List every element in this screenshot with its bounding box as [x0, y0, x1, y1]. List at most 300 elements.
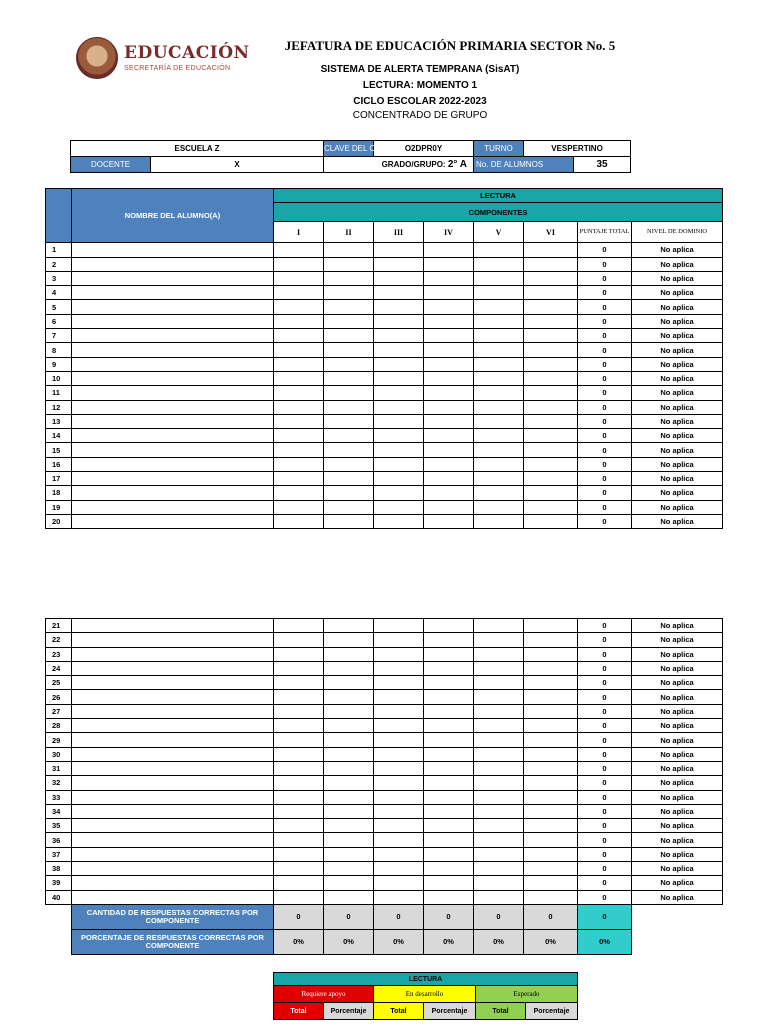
component-score-cell[interactable]: [374, 443, 424, 457]
component-score-cell[interactable]: [374, 747, 424, 761]
component-score-cell[interactable]: [524, 257, 578, 271]
component-score-cell[interactable]: [324, 371, 374, 385]
component-score-cell[interactable]: [474, 847, 524, 861]
component-score-cell[interactable]: [524, 286, 578, 300]
nivel-dominio-cell: No aplica: [632, 443, 723, 457]
component-score-cell[interactable]: [324, 357, 374, 371]
component-score-cell[interactable]: [374, 633, 424, 647]
component-score-cell[interactable]: [424, 819, 474, 833]
porcentaje-label: PORCENTAJE DE RESPUESTAS CORRECTAS POR COMPONENTE: [72, 929, 274, 954]
component-score-cell[interactable]: [324, 647, 374, 661]
nivel-dominio-cell: No aplica: [632, 847, 723, 861]
component-score-cell[interactable]: [474, 386, 524, 400]
component-score-cell[interactable]: [474, 862, 524, 876]
component-score-cell[interactable]: [374, 761, 424, 775]
puntaje-total-cell: 0: [578, 704, 632, 718]
component-score-cell[interactable]: [524, 833, 578, 847]
component-score-cell[interactable]: [374, 414, 424, 428]
component-score-cell[interactable]: [474, 472, 524, 486]
component-score-cell[interactable]: [474, 329, 524, 343]
component-score-cell[interactable]: [324, 329, 374, 343]
component-score-cell[interactable]: [274, 414, 324, 428]
component-score-cell[interactable]: [524, 862, 578, 876]
component-score-cell[interactable]: [524, 690, 578, 704]
component-score-cell[interactable]: [374, 314, 424, 328]
student-name-cell[interactable]: [72, 414, 274, 428]
component-score-cell[interactable]: [524, 819, 578, 833]
component-score-cell[interactable]: [374, 271, 424, 285]
component-score-cell[interactable]: [474, 619, 524, 633]
component-score-cell[interactable]: [274, 457, 324, 471]
component-score-cell[interactable]: [474, 486, 524, 500]
component-score-cell[interactable]: [524, 876, 578, 890]
student-name-cell[interactable]: [72, 862, 274, 876]
component-score-cell[interactable]: [474, 690, 524, 704]
component-score-cell[interactable]: [474, 414, 524, 428]
component-score-cell[interactable]: [324, 457, 374, 471]
component-score-cell[interactable]: [424, 443, 474, 457]
student-name-cell[interactable]: [72, 243, 274, 257]
student-name-cell[interactable]: [72, 833, 274, 847]
component-score-cell[interactable]: [524, 300, 578, 314]
student-name-cell[interactable]: [72, 790, 274, 804]
component-score-cell[interactable]: [524, 661, 578, 675]
component-score-cell[interactable]: [474, 790, 524, 804]
component-score-cell[interactable]: [324, 862, 374, 876]
component-score-cell[interactable]: [374, 661, 424, 675]
component-score-cell[interactable]: [424, 747, 474, 761]
student-name-cell[interactable]: [72, 690, 274, 704]
component-score-cell[interactable]: [274, 890, 324, 904]
component-score-cell[interactable]: [424, 271, 474, 285]
component-score-cell[interactable]: [324, 286, 374, 300]
component-score-cell[interactable]: [374, 514, 424, 528]
component-score-cell[interactable]: [524, 371, 578, 385]
component-score-cell[interactable]: [474, 747, 524, 761]
component-score-cell[interactable]: [324, 619, 374, 633]
student-name-cell[interactable]: [72, 704, 274, 718]
component-score-cell[interactable]: [324, 500, 374, 514]
component-score-cell[interactable]: [324, 314, 374, 328]
component-score-cell[interactable]: [524, 633, 578, 647]
component-score-cell[interactable]: [274, 271, 324, 285]
student-name-cell[interactable]: [72, 257, 274, 271]
component-score-cell[interactable]: [324, 257, 374, 271]
component-score-cell[interactable]: [524, 486, 578, 500]
component-score-cell[interactable]: [424, 243, 474, 257]
component-score-cell[interactable]: [424, 457, 474, 471]
component-score-cell[interactable]: [274, 790, 324, 804]
student-name-cell[interactable]: [72, 619, 274, 633]
component-score-cell[interactable]: [474, 243, 524, 257]
table-row: [46, 443, 723, 457]
component-score-cell[interactable]: [424, 357, 474, 371]
component-score-cell[interactable]: [474, 647, 524, 661]
component-score-cell[interactable]: [374, 386, 424, 400]
component-score-cell[interactable]: [324, 414, 374, 428]
component-score-cell[interactable]: [274, 647, 324, 661]
component-score-cell[interactable]: [474, 314, 524, 328]
component-score-cell[interactable]: [374, 847, 424, 861]
component-score-cell[interactable]: [524, 472, 578, 486]
component-score-cell[interactable]: [324, 776, 374, 790]
docente-label: DOCENTE: [71, 157, 151, 173]
component-score-cell[interactable]: [524, 329, 578, 343]
component-score-cell[interactable]: [474, 890, 524, 904]
component-score-cell[interactable]: [324, 343, 374, 357]
component-score-cell[interactable]: [424, 619, 474, 633]
component-score-cell[interactable]: [274, 690, 324, 704]
component-score-cell[interactable]: [374, 733, 424, 747]
student-name-cell[interactable]: [72, 661, 274, 675]
component-score-cell[interactable]: [474, 500, 524, 514]
component-score-cell[interactable]: [424, 286, 474, 300]
student-name-cell[interactable]: [72, 357, 274, 371]
component-score-cell[interactable]: [424, 833, 474, 847]
component-score-cell[interactable]: [424, 371, 474, 385]
component-score-cell[interactable]: [274, 357, 324, 371]
component-score-cell[interactable]: [374, 472, 424, 486]
component-score-cell[interactable]: [324, 300, 374, 314]
component-score-cell[interactable]: [474, 661, 524, 675]
component-score-cell[interactable]: [524, 514, 578, 528]
component-score-cell[interactable]: [524, 386, 578, 400]
student-name-cell[interactable]: [72, 343, 274, 357]
student-name-cell[interactable]: [72, 733, 274, 747]
student-name-cell[interactable]: [72, 286, 274, 300]
student-name-cell[interactable]: [72, 472, 274, 486]
component-score-cell[interactable]: [474, 457, 524, 471]
component-score-cell[interactable]: [524, 343, 578, 357]
component-score-cell[interactable]: [424, 633, 474, 647]
component-score-cell[interactable]: [374, 833, 424, 847]
component-score-cell[interactable]: [374, 400, 424, 414]
component-score-cell[interactable]: [424, 719, 474, 733]
component-score-cell[interactable]: [524, 414, 578, 428]
component-score-cell[interactable]: [524, 271, 578, 285]
component-score-cell[interactable]: [424, 343, 474, 357]
puntaje-total-cell: 0: [578, 343, 632, 357]
component-score-cell[interactable]: [374, 329, 424, 343]
component-score-cell[interactable]: [274, 733, 324, 747]
component-score-cell[interactable]: [474, 400, 524, 414]
component-score-cell[interactable]: [374, 862, 424, 876]
component-score-cell[interactable]: [524, 429, 578, 443]
component-score-cell[interactable]: [274, 804, 324, 818]
component-score-cell[interactable]: [274, 847, 324, 861]
component-score-cell[interactable]: [324, 400, 374, 414]
component-score-cell[interactable]: [324, 790, 374, 804]
component-score-cell[interactable]: [324, 486, 374, 500]
component-score-cell[interactable]: [524, 619, 578, 633]
component-score-cell[interactable]: [324, 704, 374, 718]
component-score-cell[interactable]: [374, 790, 424, 804]
component-score-cell[interactable]: [274, 876, 324, 890]
component-score-cell[interactable]: [474, 761, 524, 775]
component-score-cell[interactable]: [324, 243, 374, 257]
component-score-cell[interactable]: [324, 804, 374, 818]
student-name-cell[interactable]: [72, 400, 274, 414]
component-score-cell[interactable]: [324, 514, 374, 528]
component-score-cell[interactable]: [274, 676, 324, 690]
component-score-cell[interactable]: [324, 661, 374, 675]
component-score-cell[interactable]: [474, 300, 524, 314]
student-name-cell[interactable]: [72, 429, 274, 443]
component-score-cell[interactable]: [424, 790, 474, 804]
component-score-cell[interactable]: [374, 429, 424, 443]
component-score-cell[interactable]: [474, 819, 524, 833]
student-name-cell[interactable]: [72, 761, 274, 775]
component-score-cell[interactable]: [424, 329, 474, 343]
component-score-cell[interactable]: [424, 890, 474, 904]
component-score-cell[interactable]: [274, 429, 324, 443]
student-name-cell[interactable]: [72, 719, 274, 733]
component-score-cell[interactable]: [374, 243, 424, 257]
component-score-cell[interactable]: [424, 690, 474, 704]
component-score-cell[interactable]: [374, 804, 424, 818]
table-row: [46, 243, 723, 257]
component-score-cell[interactable]: [524, 676, 578, 690]
component-score-cell[interactable]: [424, 514, 474, 528]
component-score-cell[interactable]: [324, 633, 374, 647]
component-score-cell[interactable]: [524, 500, 578, 514]
component-score-cell[interactable]: [424, 862, 474, 876]
puntaje-total-cell: 0: [578, 371, 632, 385]
student-name-cell[interactable]: [72, 371, 274, 385]
nivel-dominio-cell: No aplica: [632, 500, 723, 514]
component-score-cell[interactable]: [274, 619, 324, 633]
component-score-cell[interactable]: [424, 400, 474, 414]
component-score-cell[interactable]: [274, 443, 324, 457]
component-score-cell[interactable]: [374, 286, 424, 300]
component-score-cell[interactable]: [274, 257, 324, 271]
component-score-cell[interactable]: [374, 690, 424, 704]
component-score-cell[interactable]: [424, 704, 474, 718]
component-score-cell[interactable]: [324, 690, 374, 704]
component-score-cell[interactable]: [274, 704, 324, 718]
student-name-cell[interactable]: [72, 633, 274, 647]
component-score-cell[interactable]: [374, 357, 424, 371]
component-score-cell[interactable]: [424, 847, 474, 861]
student-name-cell[interactable]: [72, 747, 274, 761]
component-score-cell[interactable]: [324, 761, 374, 775]
student-name-cell[interactable]: [72, 514, 274, 528]
component-score-cell[interactable]: [374, 500, 424, 514]
student-name-cell[interactable]: [72, 457, 274, 471]
component-score-cell[interactable]: [374, 819, 424, 833]
component-score-cell[interactable]: [424, 486, 474, 500]
student-name-cell[interactable]: [72, 804, 274, 818]
student-name-cell[interactable]: [72, 271, 274, 285]
component-score-cell[interactable]: [524, 747, 578, 761]
component-score-cell[interactable]: [274, 747, 324, 761]
component-score-cell[interactable]: [324, 429, 374, 443]
component-score-cell[interactable]: [374, 647, 424, 661]
component-score-cell[interactable]: [274, 514, 324, 528]
component-score-cell[interactable]: [424, 300, 474, 314]
component-score-cell[interactable]: [274, 661, 324, 675]
component-score-cell[interactable]: [474, 704, 524, 718]
component-score-cell[interactable]: [424, 661, 474, 675]
component-score-cell[interactable]: [474, 876, 524, 890]
component-score-cell[interactable]: [274, 819, 324, 833]
component-score-cell[interactable]: [524, 847, 578, 861]
component-score-cell[interactable]: [524, 400, 578, 414]
table-row: [46, 343, 723, 357]
component-score-cell[interactable]: [474, 271, 524, 285]
component-score-cell[interactable]: [474, 633, 524, 647]
component-score-cell[interactable]: [474, 804, 524, 818]
component-score-cell[interactable]: [424, 647, 474, 661]
student-name-cell[interactable]: [72, 443, 274, 457]
component-score-cell[interactable]: [474, 676, 524, 690]
component-score-cell[interactable]: [374, 486, 424, 500]
component-score-cell[interactable]: [424, 804, 474, 818]
component-score-cell[interactable]: [474, 343, 524, 357]
component-score-cell[interactable]: [474, 429, 524, 443]
student-name-cell[interactable]: [72, 776, 274, 790]
summary-spacer: [46, 904, 72, 929]
component-score-cell[interactable]: [374, 719, 424, 733]
component-score-cell[interactable]: [324, 819, 374, 833]
component-score-cell[interactable]: [474, 286, 524, 300]
component-score-cell[interactable]: [274, 300, 324, 314]
component-score-cell[interactable]: [524, 704, 578, 718]
component-score-cell[interactable]: [474, 357, 524, 371]
component-score-cell[interactable]: [274, 314, 324, 328]
student-name-cell[interactable]: [72, 819, 274, 833]
component-score-cell[interactable]: [474, 257, 524, 271]
component-score-cell[interactable]: [324, 733, 374, 747]
component-score-cell[interactable]: [474, 719, 524, 733]
component-score-cell[interactable]: [374, 257, 424, 271]
component-score-cell[interactable]: [424, 676, 474, 690]
component-score-cell[interactable]: [324, 876, 374, 890]
component-score-cell[interactable]: [524, 243, 578, 257]
component-score-cell[interactable]: [274, 386, 324, 400]
component-score-cell[interactable]: [274, 500, 324, 514]
component-score-cell[interactable]: [424, 414, 474, 428]
component-score-cell[interactable]: [374, 300, 424, 314]
component-score-cell[interactable]: [374, 704, 424, 718]
component-score-cell[interactable]: [274, 329, 324, 343]
component-score-cell[interactable]: [274, 633, 324, 647]
component-score-cell[interactable]: [524, 776, 578, 790]
component-score-cell[interactable]: [274, 343, 324, 357]
student-name-cell[interactable]: [72, 876, 274, 890]
component-score-cell[interactable]: [324, 833, 374, 847]
row-number: 14: [46, 429, 72, 443]
component-score-cell[interactable]: [524, 804, 578, 818]
student-name-cell[interactable]: [72, 314, 274, 328]
nivel-dominio-cell: No aplica: [632, 300, 723, 314]
student-name-cell[interactable]: [72, 500, 274, 514]
component-score-cell[interactable]: [274, 371, 324, 385]
component-score-cell[interactable]: [424, 733, 474, 747]
component-score-cell[interactable]: [474, 514, 524, 528]
row-number: 17: [46, 472, 72, 486]
component-score-cell[interactable]: [474, 443, 524, 457]
component-score-cell[interactable]: [424, 876, 474, 890]
component-score-cell[interactable]: [274, 761, 324, 775]
component-score-cell[interactable]: [274, 486, 324, 500]
component-score-cell[interactable]: [324, 719, 374, 733]
component-score-cell[interactable]: [424, 472, 474, 486]
student-name-cell[interactable]: [72, 847, 274, 861]
component-score-cell[interactable]: [274, 862, 324, 876]
component-score-cell[interactable]: [274, 776, 324, 790]
component-score-cell[interactable]: [474, 833, 524, 847]
component-score-cell[interactable]: [424, 257, 474, 271]
student-name-cell[interactable]: [72, 647, 274, 661]
nivel-dominio-cell: No aplica: [632, 386, 723, 400]
component-score-cell[interactable]: [274, 400, 324, 414]
component-score-cell[interactable]: [324, 847, 374, 861]
component-score-cell[interactable]: [374, 343, 424, 357]
component-score-cell[interactable]: [274, 719, 324, 733]
component-score-cell[interactable]: [324, 386, 374, 400]
component-score-cell[interactable]: [424, 776, 474, 790]
student-name-cell[interactable]: [72, 676, 274, 690]
component-score-cell[interactable]: [474, 371, 524, 385]
component-score-cell[interactable]: [324, 443, 374, 457]
student-name-cell[interactable]: [72, 300, 274, 314]
component-score-cell[interactable]: [524, 314, 578, 328]
component-score-cell[interactable]: [524, 357, 578, 371]
component-score-cell[interactable]: [524, 647, 578, 661]
component-score-cell[interactable]: [274, 286, 324, 300]
component-score-cell[interactable]: [524, 890, 578, 904]
component-score-cell[interactable]: [374, 676, 424, 690]
component-score-cell[interactable]: [474, 776, 524, 790]
component-score-cell[interactable]: [374, 890, 424, 904]
component-score-cell[interactable]: [524, 719, 578, 733]
component-score-cell[interactable]: [524, 443, 578, 457]
component-score-cell[interactable]: [324, 676, 374, 690]
component-score-cell[interactable]: [324, 890, 374, 904]
component-score-cell[interactable]: [324, 472, 374, 486]
table-row: [46, 633, 723, 647]
component-score-cell[interactable]: [374, 457, 424, 471]
component-score-cell[interactable]: [524, 790, 578, 804]
component-score-cell[interactable]: [424, 761, 474, 775]
component-score-cell[interactable]: [374, 619, 424, 633]
component-score-cell[interactable]: [524, 457, 578, 471]
student-name-cell[interactable]: [72, 890, 274, 904]
puntaje-total-cell: 0: [578, 661, 632, 675]
component-score-cell[interactable]: [374, 371, 424, 385]
component-score-cell[interactable]: [524, 761, 578, 775]
component-score-cell[interactable]: [274, 833, 324, 847]
student-name-cell[interactable]: [72, 486, 274, 500]
student-name-cell[interactable]: [72, 386, 274, 400]
component-score-cell[interactable]: [424, 386, 474, 400]
component-score-cell[interactable]: [274, 243, 324, 257]
component-score-cell[interactable]: [424, 500, 474, 514]
student-name-cell[interactable]: [72, 329, 274, 343]
component-score-cell[interactable]: [474, 733, 524, 747]
component-score-cell[interactable]: [424, 314, 474, 328]
nivel-dominio-cell: No aplica: [632, 733, 723, 747]
component-score-cell[interactable]: [374, 776, 424, 790]
row-number: 21: [46, 619, 72, 633]
component-score-cell[interactable]: [274, 472, 324, 486]
component-score-cell[interactable]: [374, 876, 424, 890]
component-score-cell[interactable]: [524, 733, 578, 747]
component-score-cell[interactable]: [324, 747, 374, 761]
component-score-cell[interactable]: [424, 429, 474, 443]
component-score-cell[interactable]: [324, 271, 374, 285]
